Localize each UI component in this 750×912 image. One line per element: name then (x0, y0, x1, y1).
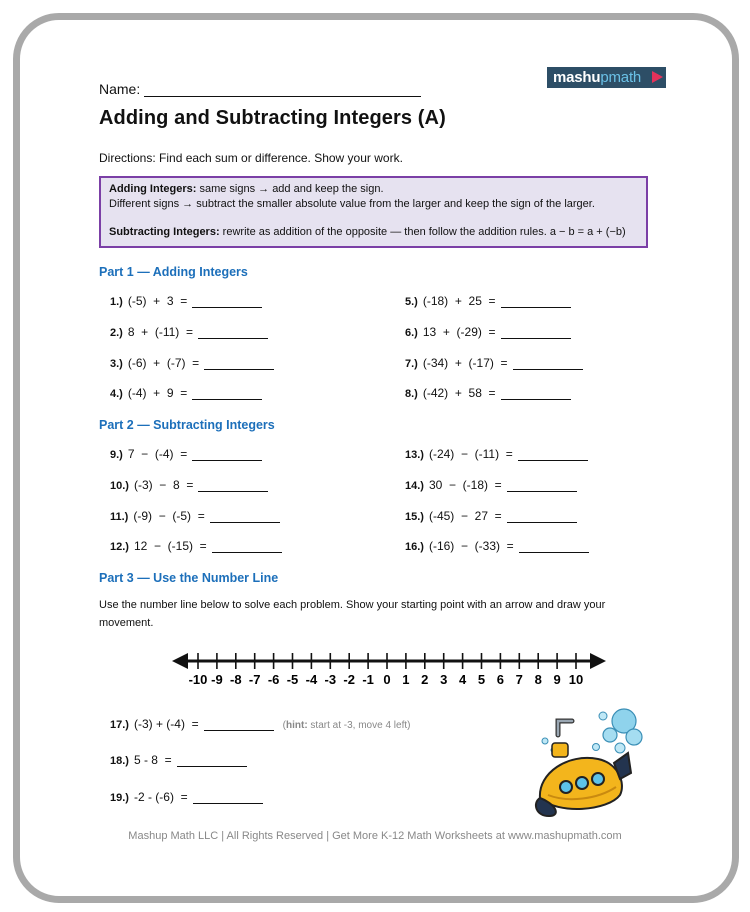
answer-blank[interactable] (204, 357, 274, 370)
subtracting-rule: Subtracting Integers: rewrite as addition of the opposite — then follow the addition rules. a − b = a + (−b) (109, 226, 626, 238)
number-line-label: 10 (568, 672, 584, 687)
problem-4: 4.) (-4) + 9 = (110, 386, 262, 400)
different-signs-rule: Different signs → subtract the smaller absolute value from the larger and keep the sign of the larger. (109, 198, 595, 210)
problem-14: 14.) 30 − (-18) = (405, 478, 577, 492)
directions: Directions: Find each sum or difference. Show your work. (99, 151, 403, 165)
number-line-label: -6 (267, 672, 280, 687)
hint-text: (hint: start at -3, move 4 left) (282, 720, 411, 731)
name-field (99, 81, 421, 97)
number-line-label: -10 (188, 672, 208, 687)
problem-19: 19.) -2 - (-6) = (110, 790, 263, 804)
number-line-label: -5 (286, 672, 299, 687)
number-line-label: 9 (553, 672, 561, 687)
answer-blank[interactable] (193, 791, 263, 804)
logo-wordmark: mashupmath (553, 69, 642, 86)
right-arrow-icon (590, 653, 606, 669)
footer: Mashup Math LLC | All Rights Reserved | Get More K-12 Math Worksheets at www.mashupmath.com (128, 830, 622, 842)
number-line-label: 7 (515, 672, 523, 687)
number-line-label: 6 (496, 672, 505, 687)
answer-blank[interactable] (507, 479, 577, 492)
answer-blank[interactable] (192, 387, 262, 400)
part3-instructions: Use the number line below to solve each problem. Show your starting point with an arrow and draw your movement. (99, 599, 606, 629)
number-line (170, 648, 610, 690)
problem-7: 7.) (-34) + (-17) = (405, 356, 583, 370)
submarine-illustration (528, 703, 646, 823)
number-line-label: 0 (383, 672, 391, 687)
page-title: Adding and Subtracting Integers (A) (99, 107, 446, 129)
part2-heading: Part 2 — Subtracting Integers (99, 418, 275, 432)
problem-3: 3.) (-6) + (-7) = (110, 356, 274, 370)
left-arrow-icon (172, 653, 188, 669)
number-line-label: 1 (402, 672, 410, 687)
problem-15: 15.) (-45) − 27 = (405, 509, 577, 523)
problem-12: 12.) 12 − (-15) = (110, 539, 282, 553)
problem-5: 5.) (-18) + 25 = (405, 294, 571, 308)
problem-16: 16.) (-16) − (-33) = (405, 539, 589, 553)
play-triangle-icon (652, 71, 663, 83)
answer-blank[interactable] (210, 510, 280, 523)
problem-8: 8.) (-42) + 58 = (405, 386, 571, 400)
answer-blank[interactable] (513, 357, 583, 370)
answer-blank[interactable] (501, 326, 571, 339)
problem-18: 18.) 5 - 8 = (110, 753, 247, 767)
answer-blank[interactable] (198, 479, 268, 492)
answer-blank[interactable] (212, 540, 282, 553)
answer-blank[interactable] (198, 326, 268, 339)
mashup-math-logo (547, 67, 666, 88)
answer-blank[interactable] (519, 540, 589, 553)
problem-1: 1.) (-5) + 3 = (110, 294, 262, 308)
answer-blank[interactable] (518, 448, 588, 461)
answer-blank[interactable] (192, 295, 262, 308)
number-line-label: -4 (305, 672, 318, 687)
problem-10: 10.) (-3) − 8 = (110, 478, 268, 492)
number-line-label: -7 (248, 672, 261, 687)
adding-rule: Adding Integers: same signs → add and keep the sign. (109, 183, 384, 195)
problem-9: 9.) 7 − (-4) = (110, 447, 262, 461)
answer-blank[interactable] (177, 754, 247, 767)
problem-11: 11.) (-9) − (-5) = (110, 509, 280, 523)
part1-heading: Part 1 — Adding Integers (99, 265, 248, 279)
part3-heading: Part 3 — Use the Number Line (99, 571, 279, 585)
number-line-label: 3 (440, 672, 448, 687)
name-blank[interactable] (144, 82, 421, 97)
number-line-label: -8 (230, 672, 242, 687)
number-line-label: -1 (362, 672, 374, 687)
answer-blank[interactable] (501, 295, 571, 308)
number-line-label: 8 (534, 672, 542, 687)
name-label: Name: (99, 81, 141, 97)
number-line-label: 2 (421, 672, 429, 687)
rules-box (99, 176, 648, 248)
number-line-label: 4 (458, 672, 467, 687)
problem-13: 13.) (-24) − (-11) = (405, 447, 588, 461)
problem-6: 6.) 13 + (-29) = (405, 325, 571, 339)
problem-2: 2.) 8 + (-11) = (110, 325, 268, 339)
number-line-label: 5 (477, 672, 486, 687)
answer-blank[interactable] (204, 718, 274, 731)
problem-17: 17.) (-3) + (-4) = (hint: start at -3, move 4 left) (110, 717, 411, 731)
number-line-label: -3 (324, 672, 337, 687)
number-line-label: -2 (343, 672, 355, 687)
answer-blank[interactable] (192, 448, 262, 461)
number-line-label: -9 (211, 672, 223, 687)
answer-blank[interactable] (507, 510, 577, 523)
answer-blank[interactable] (501, 387, 571, 400)
